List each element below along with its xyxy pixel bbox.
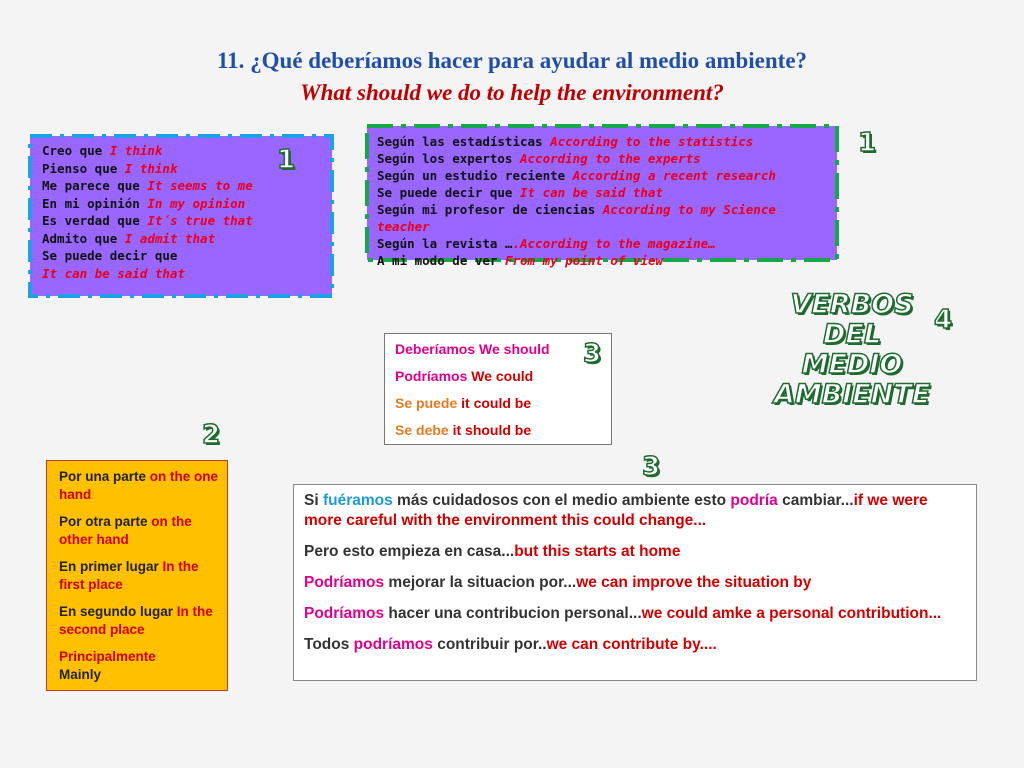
list-item: Se puede it could be — [395, 395, 532, 411]
sources-phrases-list — [377, 133, 832, 269]
list-item: Se debe it should be — [395, 422, 532, 438]
badge-3-sentences: 3 — [642, 452, 661, 482]
list-item: Principalmente Mainly — [59, 649, 156, 682]
list-item: Por otra parte on the other hand — [59, 514, 192, 547]
modals-box — [384, 333, 612, 445]
list-item: Se puede decir que — [42, 248, 178, 263]
connectors-box — [46, 460, 228, 691]
list-item: Todos podríamos contribuir por..we can contribute by.... — [304, 636, 717, 653]
list-item: Si fuéramos más cuidadosos con el medio ambiente esto podría cambiar...if we were more careful with the environment this could change... — [304, 492, 928, 529]
badge-1-sources: 1 — [858, 128, 877, 158]
badge-3-modals: 3 — [583, 339, 602, 369]
list-item: Según un estudio reciente According a recent research — [377, 168, 776, 183]
sentences-box — [293, 484, 977, 681]
list-item: Pienso que I think — [42, 160, 178, 176]
list-item: Pero esto empieza en casa...but this starts at home — [304, 543, 681, 560]
list-item: Según las estadísticas According to the statistics — [377, 134, 754, 149]
list-item: Me parece que It seems to me — [42, 178, 253, 193]
list-item: Creo que I think — [42, 143, 163, 158]
list-item: Deberíamos We should — [395, 341, 550, 357]
list-item: En primer lugar In the first place — [59, 559, 199, 592]
list-item: Podríamos mejorar la situacion por...we can improve the situation by — [304, 574, 812, 591]
verbos-heading: VERBOS DEL MEDIO AMBIENTE — [773, 289, 931, 410]
list-item: Según la revista ….According to the magazine… — [377, 236, 716, 251]
list-item: En mi opinión In my opinion — [42, 195, 246, 211]
badge-2-connectors: 2 — [202, 420, 221, 450]
list-item: Podríamos hacer una contribucion personal...we could amke a personal contribution... — [304, 605, 942, 622]
page-subtitle: What should we do to help the environment? — [300, 80, 724, 105]
list-item: Se puede decir que It can be said that — [377, 185, 663, 200]
list-item: Según mi profesor de ciencias According to my Science teacher — [377, 202, 776, 234]
list-item: Podríamos We could — [395, 368, 534, 384]
list-item: A mi modo de ver From my point of view — [377, 253, 663, 268]
list-item: En segundo lugar In the second place — [59, 604, 213, 637]
list-item: Según los expertos According to the experts — [377, 151, 701, 166]
list-item: Por una parte on the one hand — [59, 469, 219, 502]
page-title: 11. ¿Qué deberíamos hacer para ayudar al medio ambiente? — [216, 48, 808, 73]
badge-1-opinion: 1 — [277, 145, 296, 175]
list-item: It can be said that — [42, 265, 185, 281]
list-item: Admito que I admit that — [42, 230, 216, 246]
badge-4-verbos: 4 — [934, 305, 953, 335]
list-item: Es verdad que It´s true that — [42, 213, 253, 228]
